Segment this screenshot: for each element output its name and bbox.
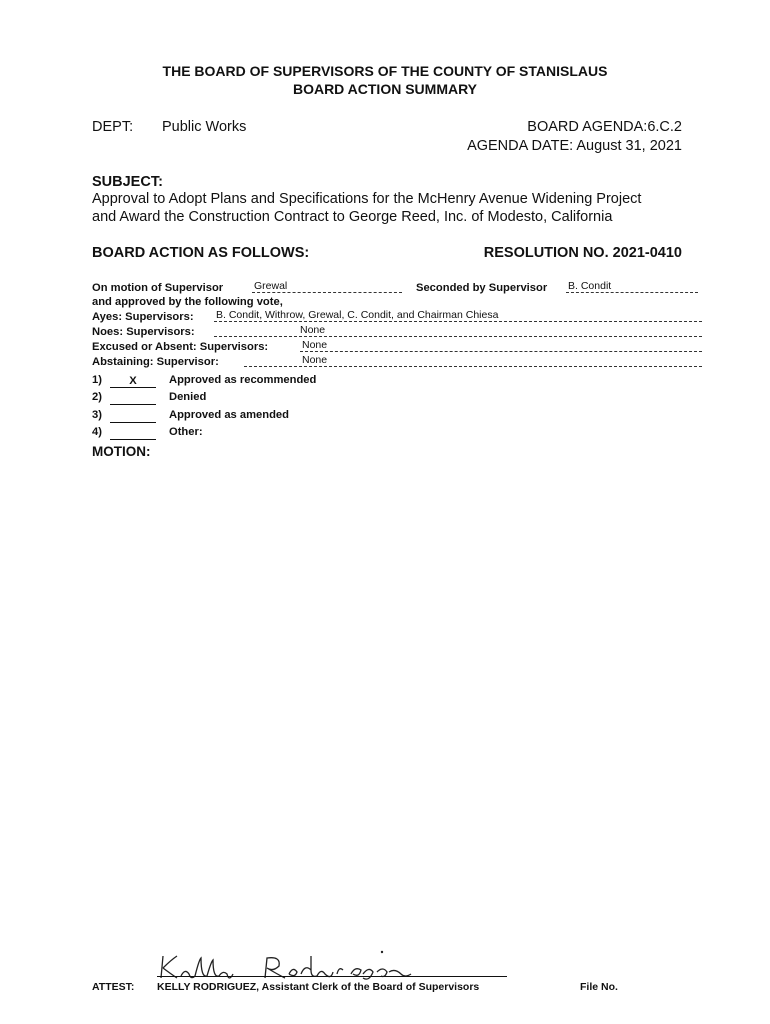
agenda-date: AGENDA DATE: August 31, 2021 [467, 138, 682, 154]
seconded-label: Seconded by Supervisor [416, 282, 548, 294]
document-title: THE BOARD OF SUPERVISORS OF THE COUNTY OF STANISLAUS [162, 63, 608, 79]
subject-label: SUBJECT: [92, 174, 163, 190]
board-action-heading: BOARD ACTION AS FOLLOWS: [92, 245, 310, 261]
ayes-label: Ayes: Supervisors: [92, 311, 194, 323]
abstaining-field [244, 354, 702, 367]
motion-label: On motion of Supervisor [92, 282, 224, 294]
seconded-supervisor-value: B. Condit [568, 280, 612, 292]
excused-value: None [302, 339, 328, 351]
file-number-label: File No. [580, 981, 618, 993]
noes-field [214, 324, 702, 337]
attest-label: ATTEST: [92, 981, 135, 993]
subject-line-1: Approval to Adopt Plans and Specifications for the McHenry Avenue Widening Project [92, 191, 642, 207]
board-agenda: BOARD AGENDA:6.C.2 [527, 119, 682, 135]
resolution-number: RESOLUTION NO. 2021-0410 [483, 245, 682, 261]
dept-value: Public Works [162, 119, 247, 135]
excused-label: Excused or Absent: Supervisors: [92, 341, 269, 353]
motion-supervisor-field [252, 280, 402, 293]
attest-text: KELLY RODRIGUEZ, Assistant Clerk of the Board of Supervisors [157, 981, 480, 993]
option-3-mark [110, 410, 156, 423]
subject-line-2: and Award the Construction Contract to George Reed, Inc. of Modesto, California [92, 209, 613, 225]
motion-supervisor-value: Grewal [254, 280, 288, 292]
abstaining-label: Abstaining: Supervisor: [92, 356, 219, 368]
excused-field [300, 339, 702, 352]
option-3-label: Approved as amended [169, 409, 289, 421]
abstaining-value: None [302, 354, 328, 366]
noes-value: None [300, 324, 326, 336]
noes-label: Noes: Supervisors: [92, 326, 195, 338]
option-2-number: 2) [92, 391, 102, 403]
option-2-label: Denied [169, 391, 207, 403]
option-2-mark [110, 392, 156, 405]
ayes-value: B. Condit, Withrow, Grewal, C. Condit, and Chairman Chiesa [216, 309, 499, 321]
ayes-field [214, 309, 702, 322]
dept-label: DEPT: [92, 119, 134, 135]
motion-heading: MOTION: [92, 444, 151, 459]
document-subtitle: BOARD ACTION SUMMARY [292, 81, 478, 97]
option-4-number: 4) [92, 426, 102, 438]
option-1-mark: X [110, 375, 156, 388]
signature-line [157, 976, 507, 977]
seconded-supervisor-field [566, 280, 698, 293]
option-4-mark [110, 427, 156, 440]
option-1-number: 1) [92, 374, 102, 386]
approved-by-vote-text: and approved by the following vote, [92, 296, 283, 308]
option-1-label: Approved as recommended [169, 374, 317, 386]
option-3-number: 3) [92, 409, 102, 421]
option-4-label: Other: [169, 426, 203, 438]
